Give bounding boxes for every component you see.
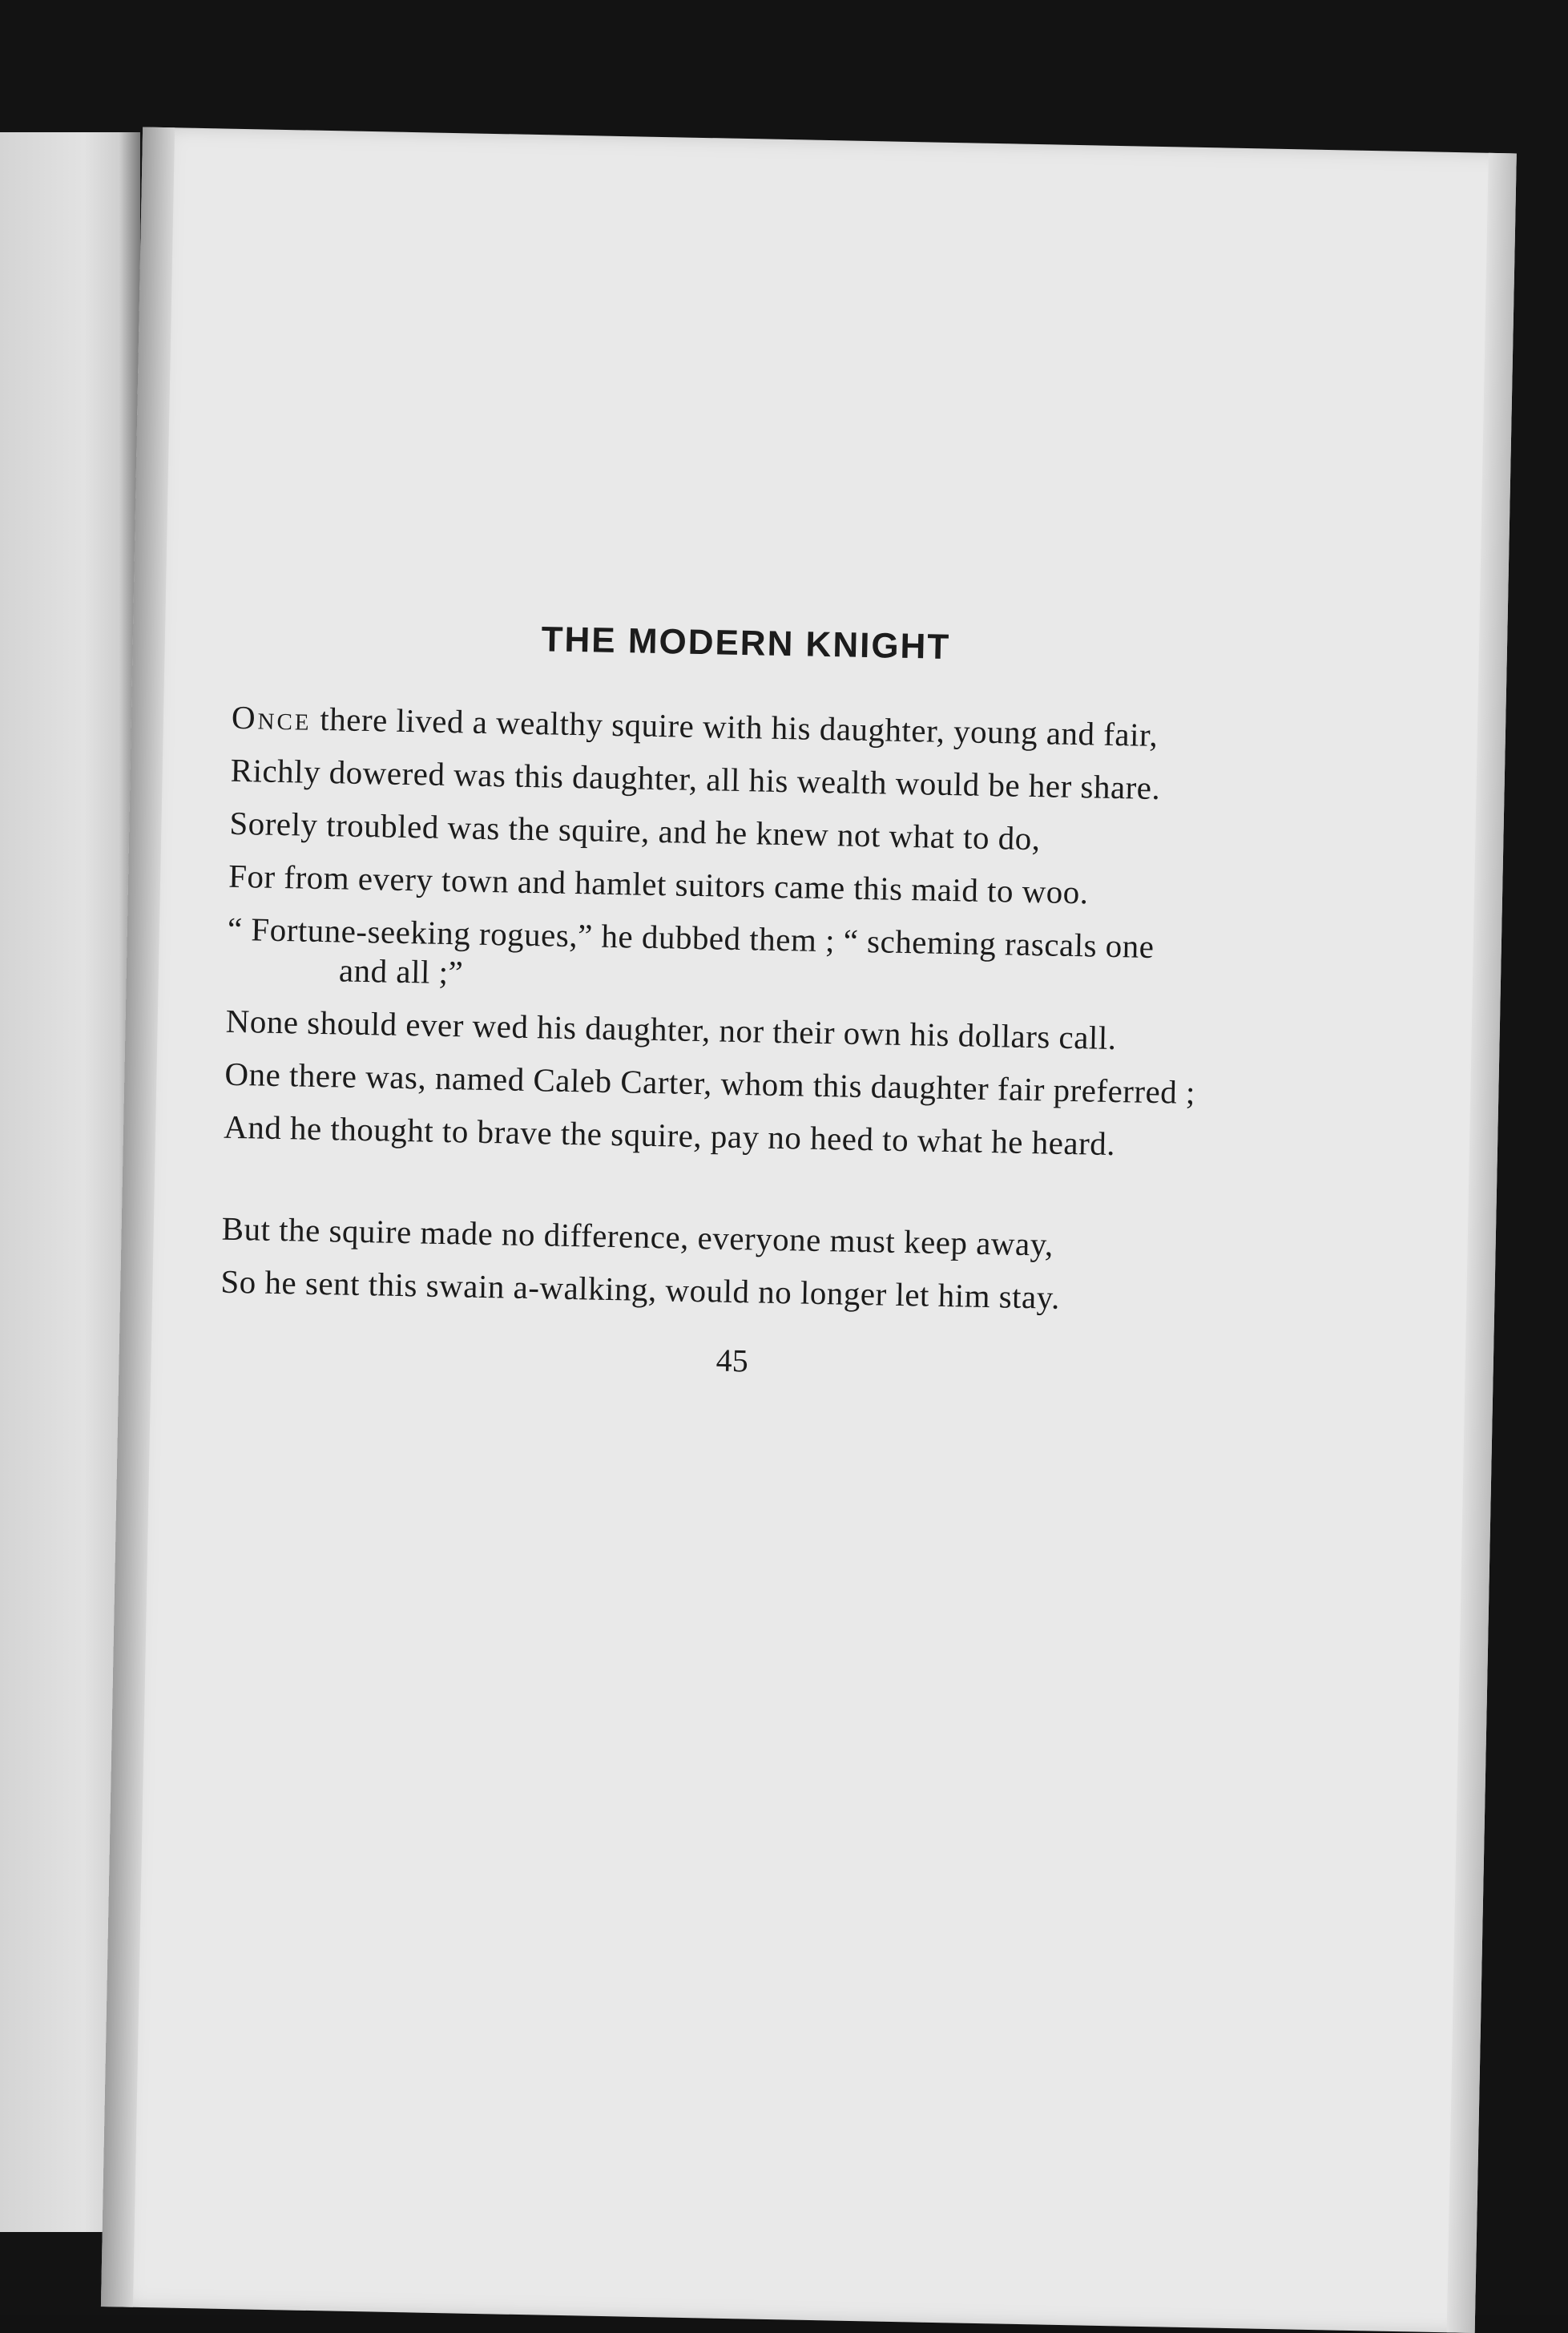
verse-line: So he sent this swain a-walking, would no longer let him stay.: [220, 1262, 1061, 1316]
verse-line: “ Fortune-seeking rogues,” he dubbed them ; “ scheming rascals one and all ;”: [227, 910, 1155, 991]
verse-line: None should ever wed his daughter, nor their own his dollars call.: [225, 1002, 1117, 1057]
verse-line: And he thought to brave the squire, pay no heed to what he heard.: [223, 1108, 1116, 1163]
verse-text: there lived a wealthy squire with his daughter, young and fair,: [311, 700, 1159, 753]
stanza-2: [220, 1209, 1199, 1320]
verse-lead-word: Once: [231, 698, 312, 737]
page-content: [219, 614, 1211, 1388]
verse-line: Richly dowered was this daughter, all his wealth would be her share.: [230, 751, 1161, 807]
verse-line: One there was, named Caleb Carter, whom this daughter fair preferred ;: [224, 1055, 1196, 1111]
verse-line: For from every town and hamlet suitors came this maid to woo.: [228, 857, 1090, 911]
verse-line: [232, 698, 1210, 756]
poem-title: THE MODERN KNIGHT: [541, 620, 951, 668]
page-number: 45: [715, 1342, 749, 1379]
verse-line: Sorely troubled was the squire, and he knew not what to do,: [229, 804, 1041, 858]
book-page: [101, 127, 1517, 2333]
stanza-1: [224, 698, 1210, 1165]
verse-line: But the squire made no difference, everyone must keep away,: [221, 1209, 1054, 1263]
